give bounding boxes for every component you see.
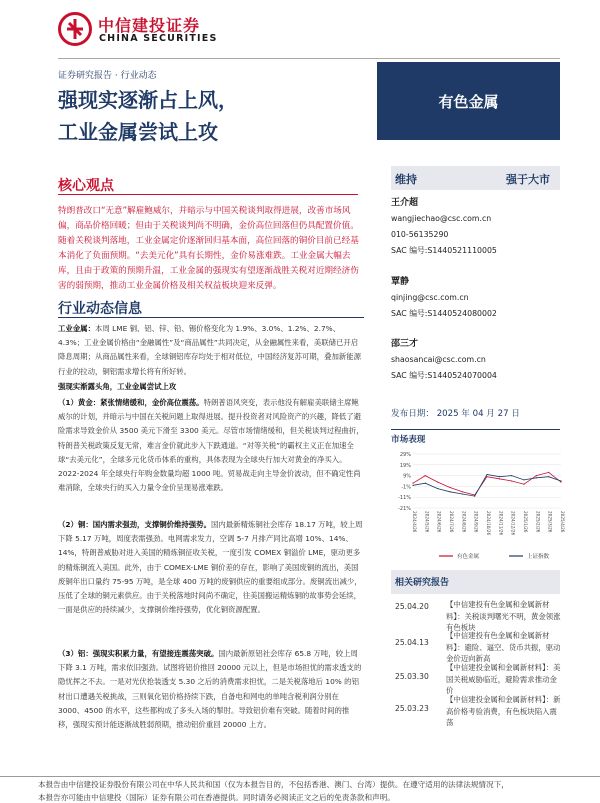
related-date: 25.03.23	[395, 704, 429, 713]
data-point	[523, 479, 524, 480]
para-body: 国内最新原铝社会库存 65.8 万吨，较上周下降 3.1 万吨，需求依旧强劲。试图将铝价推回 20000 元以上，但是市场担忧的需求透支的隐忧挥之不去。一是对光伏抢装透支 5.30 之后的消费需求担忧，二是关税落地后 10% 的铝材出口遭遇关税挑战，三则氧化铝价格持续下跌，自备电和网电的单吨含税利润分别在 3000、4500 的水平，这些都构成了多头入场的掣肘。导致铝价难有突破。随着时间的推移，强现实预计能逐渐战胜弱预期，推动铝价重回 20000 上方。	[58, 649, 362, 730]
paragraph-industrial-metals	[58, 322, 364, 379]
market-chart	[391, 448, 571, 566]
analyst-sac: SAC 编号:S1440524080002	[391, 309, 497, 318]
y-tick-label: -1%	[401, 484, 411, 491]
data-point	[511, 475, 512, 476]
para-lead: （3）铝：强现实积累力量，有望接连震荡突破。	[58, 649, 219, 658]
core-divider	[58, 194, 358, 195]
x-tick-label: 2024/7/26	[449, 511, 454, 533]
x-tick-label: 2025/2/26	[535, 511, 541, 533]
paragraph-aluminum	[58, 647, 364, 732]
analyst-card	[391, 336, 561, 384]
analyst-name: 邵三才	[391, 339, 419, 349]
core-heading: 核心观点	[58, 178, 114, 194]
related-text[interactable]: 【中信建投有色金属和金属新材料】：避险、逼空、货币共振，驱动金价迈向新高	[446, 631, 561, 663]
y-tick-label: 29%	[399, 452, 411, 458]
y-tick-label: 9%	[403, 473, 411, 480]
related-date: 25.04.13	[395, 638, 429, 647]
related-date: 25.04.20	[395, 602, 429, 611]
legend-label: 有色金属	[457, 554, 480, 560]
data-point	[536, 475, 537, 476]
x-tick-label: 2024/5/26	[424, 511, 430, 533]
analyst-card	[391, 195, 561, 259]
data-point	[462, 491, 463, 492]
analyst-phone: 010-56135290	[391, 230, 449, 239]
header-divider	[58, 58, 560, 59]
x-tick-label: 2024/12/26	[510, 511, 516, 536]
data-point	[437, 481, 438, 482]
para-lead: 工业金属：	[58, 324, 95, 333]
para-body: 本周 LME 铜、铝、锌、铅、锡价格变化为 1.9%、3.0%、1.2%、2.7%、4.3%；工业金属价格由“金融属性”及“商品属性”共同决定，从金融属性来看，美联储已开启降息周期；从商品属性来看，全球铜铝库存均处于相对低位，中国经济复苏可期，叠加新能源行业的拉动，铜铝需求增长将有所好转。	[58, 324, 362, 376]
paragraph-copper	[58, 518, 364, 617]
data-point	[548, 472, 549, 473]
footer-disclaimer-line2: 本报告亦可能由中信建投（国际）证券有限公司在香港提供。同时请务必阅读正文之后的免责条款和声明。	[38, 793, 395, 802]
rating-action: 维持	[395, 173, 417, 186]
related-date: 25.03.30	[395, 672, 429, 681]
rating-value: 强于大市	[506, 173, 550, 186]
x-tick-label: 2024/11/26	[498, 511, 504, 536]
market-title: 市场表现	[391, 435, 426, 445]
x-tick-label: 2024/8/26	[461, 511, 467, 533]
x-tick-label: 2024/9/26	[473, 511, 479, 533]
y-tick-label: -11%	[398, 495, 411, 502]
publish-date: 发布日期： 2025 年 04 月 27 日	[391, 409, 520, 419]
report-type: 证券研究报告 · 行业动态	[58, 71, 157, 81]
data-point	[523, 484, 524, 485]
data-point	[486, 476, 487, 477]
brand-logo-icon	[58, 12, 92, 46]
data-point	[462, 493, 463, 494]
subheading: 强现实渐露头角，工业金属尝试上攻	[58, 382, 177, 391]
analyst-email: qinjing@csc.com.cn	[391, 293, 469, 302]
x-tick-label: 2024/4/26	[412, 511, 417, 533]
related-text[interactable]: 【中信建投金属和金属新材料】：新高价格考验消费，有色板块陷入震荡	[446, 695, 561, 727]
brand-name-en: CHINA SECURITIES	[99, 33, 218, 44]
related-text[interactable]: 【中信建投金属和金属新材料】：美国关税威胁临近，避险需求推动金价	[446, 663, 561, 695]
brand-name-cn: 中信建投证券	[98, 16, 201, 35]
data-point	[449, 491, 450, 492]
core-text: 特朗普改口“无意”解雇鲍威尔，并暗示与中国关税谈判取得进展，改善市场风偏，商品价格回暖；但由于关税谈判尚不明确，金价高位回落但仍具配置价值。随着关税谈判落地，工业金属定价逐渐回归基本面，高位回落的铜价目前已经基本消化了负面预期。“去美元化”具有长期性，金价易涨难跌。工业金属大幅去库，且由于政策的预期升温，工业金属的强现实有望逐渐战胜关税对近期经济伤害的弱预期，推动工业金属价格及相关权益板块迎来反弹。	[58, 206, 359, 291]
data-point	[499, 476, 500, 477]
report-title-line1: 强现实逐渐占上风，	[58, 88, 238, 112]
data-point	[548, 476, 549, 477]
report-title-line2: 工业金属尝试上攻	[58, 120, 218, 144]
x-tick-label: 2024/10/26	[486, 511, 491, 536]
paragraph-gold	[58, 396, 364, 495]
news-heading: 行业动态信息	[58, 301, 142, 317]
data-point	[412, 483, 413, 484]
data-point	[536, 477, 537, 478]
data-point	[425, 475, 426, 476]
series-line	[413, 475, 561, 497]
data-point	[425, 483, 426, 484]
x-tick-label: 2025/4/26	[560, 511, 565, 533]
footer-disclaimer-line1: 本报告由中信建投证券股份有限公司在中华人民共和国（仅为本报告目的，不包括香港、澳门、台湾）提供。在遵守适用的法律法规情况下，	[38, 780, 509, 789]
analyst-name: 王介超	[391, 198, 419, 208]
x-tick-label: 2024/6/26	[436, 511, 442, 533]
analyst-email: wangjiechao@csc.com.cn	[391, 214, 492, 223]
data-point	[486, 474, 487, 475]
analyst-card	[391, 274, 561, 322]
data-point	[499, 478, 500, 479]
x-tick-label: 2025/3/26	[547, 511, 553, 533]
y-tick-label: -21%	[398, 506, 411, 512]
y-tick-label: 19%	[399, 462, 411, 469]
x-tick-label: 2025/1/26	[523, 511, 528, 533]
para-body: 国内最新精炼铜社会库存 18.17 万吨，较上周下降 5.17 万吨，周度表需强劲。电网需求发力，空调 5-7 月排产同比高增 10%、14%、14%，特朗普威胁对进入美国的精炼铜征收关税，一度引发 COMEX 铜溢价 LME，驱动更多的精炼铜流入美国。此外，由于 COMEX-LME 铜价差的存在，影响了美国废铜的流出，美国废铜年出口量约 75-95 万吨，是全球 400 万吨的废铜供应的重要组成部分。废铜流出减少，压低了全球的铜元素供应。由于关税落地时间尚不确定，往美国搬运精炼铜的故事势会延续，一面是供应的持续减少，支撑铜价维持强势，优化铜资源配置。	[58, 520, 363, 615]
analyst-sac: SAC 编号:S1440521110005	[391, 246, 497, 255]
para-lead: （1）黄金：紧张情绪缓和，金价高位震荡。	[58, 398, 204, 407]
legend-label: 上证指数	[527, 554, 550, 560]
analyst-sac: SAC 编号:S1440524070004	[391, 371, 497, 380]
para-lead: （2）铜：国内需求强劲，支撑铜价维持强势。	[58, 520, 211, 529]
data-point	[474, 496, 475, 497]
data-point	[449, 487, 450, 488]
para-body: 特朗普语风突变，表示他没有解雇美联储主席鲍威尔的计划，并暗示与中国在关税问题上取得进展。提升投资者对风险资产的兴趣，降低了避险需求导致金价从 3500 美元下滑至 3300 美元。尽管市场情绪缓和，但关税谈判过程曲折，特朗普关税政策反复无常，难言金价就此步入下跌通道。“对等关税”的霸权主义正在加速全球“去美元化”，全球多元化货币体系的重构，具体表现为全球央行加大对黄金的净买入。2022-2024 年全球央行年购金数量均超 1000 吨。贸易战走向主导金价波动，但不确定性尚难消除，全球央行的买入力量令金价呈现易涨难跌。	[58, 398, 364, 493]
footer-divider	[0, 776, 600, 777]
data-point	[560, 481, 561, 482]
market-divider	[391, 429, 560, 430]
sector-badge: 有色金属	[377, 62, 560, 140]
analyst-name: 覃静	[391, 277, 410, 287]
related-text[interactable]: 【中信建投有色金属和金属新材料】：关税谈判曙光不明，黄金领涨有色板块	[446, 600, 561, 632]
news-divider	[58, 317, 364, 318]
data-point	[437, 488, 438, 489]
data-point	[560, 480, 561, 481]
analyst-email: shaosancai@csc.com.cn	[391, 355, 486, 364]
data-point	[511, 480, 512, 481]
data-point	[412, 485, 413, 486]
related-title: 相关研究报告	[395, 578, 450, 588]
